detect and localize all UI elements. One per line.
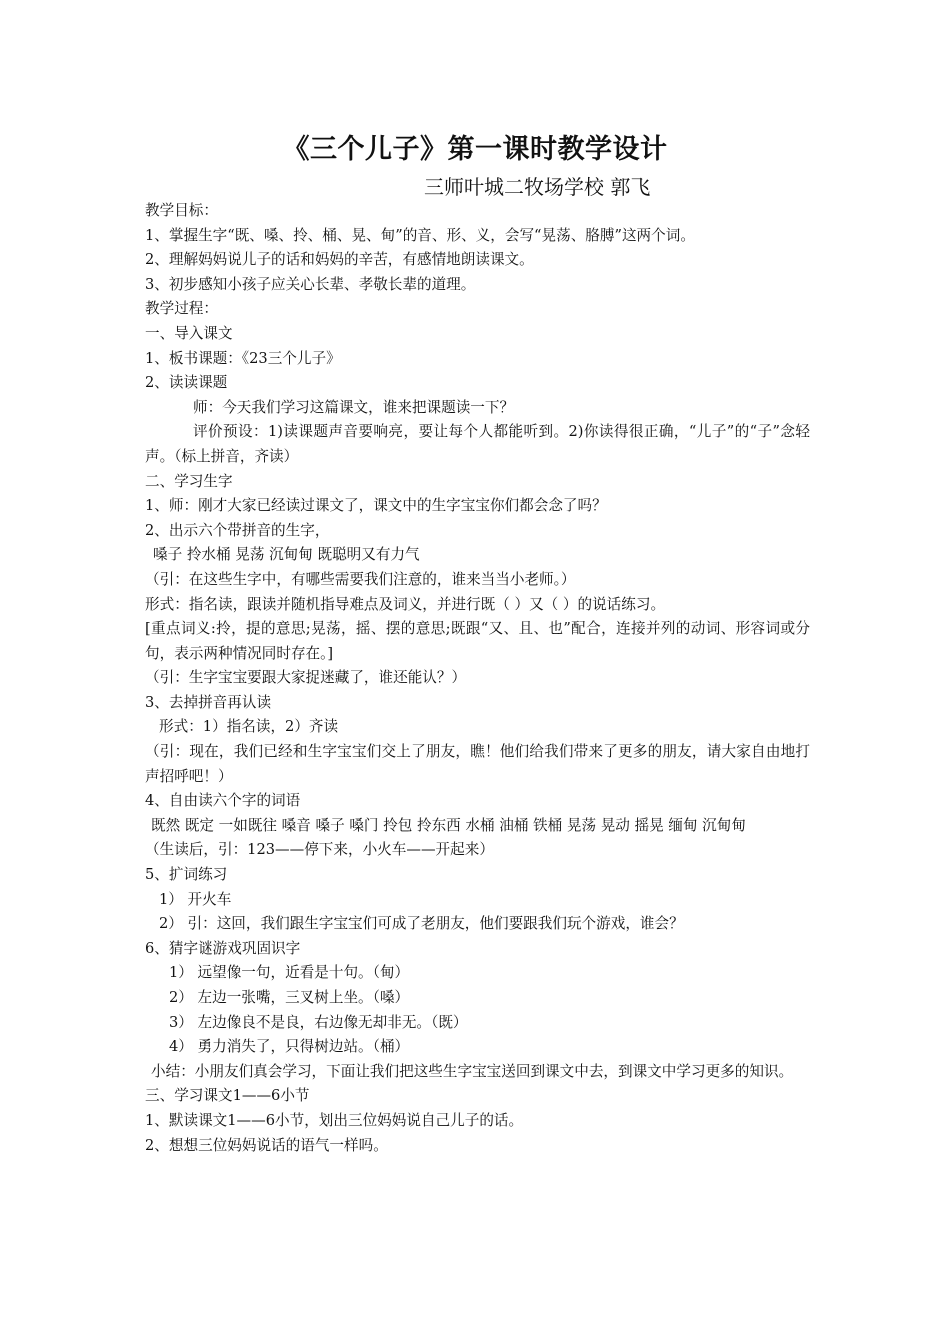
objective-item: 2、理解妈妈说儿子的话和妈妈的辛苦，有感情地朗读课文。 xyxy=(145,251,534,269)
riddle-item: 2） 左边一张嘴，三叉树上坐。（嗓） xyxy=(169,989,410,1006)
guide-paragraph: （引：现在，我们已经和生字宝宝们交上了朋友，瞧！他们给我们带来了更多的朋友，请大家自由地打声招呼吧！） xyxy=(145,743,810,785)
author-line: 三师叶城二牧场学校 郭飞 xyxy=(424,175,651,199)
guide-note: （引：生字宝宝要跟大家捉迷藏了，谁还能认？） xyxy=(145,669,467,687)
document-title: 《三个儿子》第一课时教学设计 xyxy=(282,134,668,165)
sub-item: 2） 引：这回，我们跟生字宝宝们可成了老朋友，他们要跟我们玩个游戏，谁会？ xyxy=(159,915,684,933)
step-item: 6、猜字谜游戏巩固识字 xyxy=(145,939,301,957)
key-vocab-note: [重点词义:拎，提的意思;晃荡，摇、摆的意思;既跟“又、且、也”配合，连接并列的动词、形容词或分句，表示两种情况同时存在。] xyxy=(145,620,810,662)
summary-paragraph: 小结：小朋友们真会学习，下面让我们把这些生字宝宝送回到课文中去，到课文中学习更多的知识。 xyxy=(151,1062,794,1080)
sub-item: 1） 开火车 xyxy=(159,890,232,908)
step-item: 1、师：刚才大家已经读过课文了，课文中的生字宝宝你们都会念了吗？ xyxy=(145,497,607,515)
step-item: 2、想想三位妈妈说话的语气一样吗。 xyxy=(145,1136,388,1154)
part-heading: 一、导入课文 xyxy=(145,324,233,342)
step-item: 1、板书课题：《23三个儿子》 xyxy=(145,349,341,367)
dialogue-line: 师：今天我们学习这篇课文，谁来把课题读一下？ xyxy=(193,398,515,416)
step-item: 1、默读课文1——6小节，划出三位妈妈说自己儿子的话。 xyxy=(145,1111,524,1129)
form-note: 形式：指名读，跟读并随机指导难点及词义，并进行既（ ）又（ ）的说话练习。 xyxy=(145,595,666,613)
dialogue-paragraph: 评价预设：1)读课题声音要响亮，要让每个人都能听到。2)你读得很正确，“儿子”的“子”念轻声。（标上拼音，齐读） xyxy=(145,423,810,465)
step-item: 5、扩词练习 xyxy=(145,866,228,884)
step-item: 3、去掉拼音再认读 xyxy=(145,693,272,711)
document-body xyxy=(145,199,810,1158)
guide-note: （引：在这些生字中，有哪些需要我们注意的，谁来当当小老师。） xyxy=(145,570,576,588)
part-heading: 三、学习课文1——6小节 xyxy=(145,1087,310,1105)
objective-item: 1、掌握生字“既、嗓、拎、桶、晃、甸”的音、形、义，会写“晃荡、胳膊”这两个词。 xyxy=(145,226,695,244)
form-note: 形式：1）指名读，2）齐读 xyxy=(159,718,339,736)
guide-note: （生读后，引：123——停下来，小火车——开起来） xyxy=(145,841,494,859)
word-list: 既然 既定 一如既往 嗓音 嗓子 嗓门 拎包 拎东西 水桶 油桶 铁桶 晃荡 晃动 摇晃 缅甸 沉甸甸 xyxy=(151,816,746,834)
part-heading: 二、学习生字 xyxy=(145,472,233,490)
step-item: 2、读读课题 xyxy=(145,374,228,392)
step-item: 4、自由读六个字的词语 xyxy=(145,792,301,810)
section-heading: 教学过程： xyxy=(145,300,218,318)
riddle-item: 4） 勇力消失了，只得树边站。（桶） xyxy=(169,1038,410,1056)
riddle-item: 3） 左边像良不是良，右边像无却非无。（既） xyxy=(169,1013,468,1031)
word-list: 嗓子 拎水桶 晃荡 沉甸甸 既聪明又有力气 xyxy=(153,546,420,564)
objective-item: 3、初步感知小孩子应关心长辈、孝敬长辈的道理。 xyxy=(145,275,476,293)
section-heading: 教学目标： xyxy=(145,202,218,219)
riddle-item: 1） 远望像一句，近看是十句。（甸） xyxy=(169,964,410,982)
step-item: 2、出示六个带拼音的生字， xyxy=(145,521,330,539)
